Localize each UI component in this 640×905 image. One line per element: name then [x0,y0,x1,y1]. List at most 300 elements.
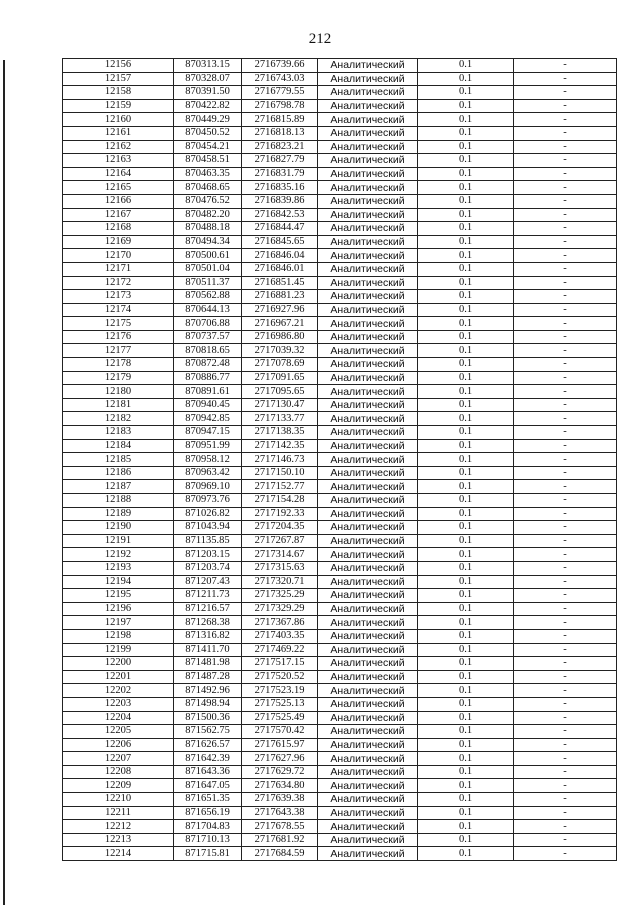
x-coordinate-cell: 871710.13 [174,833,242,847]
point-number-cell: 12205 [63,725,174,739]
description-cell: - [514,371,617,385]
method-cell: Аналитический [318,181,418,195]
point-number-cell: 12168 [63,222,174,236]
y-coordinate-cell: 2716831.79 [242,167,318,181]
method-cell: Аналитический [318,793,418,807]
x-coordinate-cell: 871316.82 [174,629,242,643]
description-cell: - [514,602,617,616]
method-cell: Аналитический [318,684,418,698]
accuracy-cell: 0.1 [418,194,514,208]
table-row [63,616,617,630]
y-coordinate-cell: 2717142.35 [242,439,318,453]
method-cell: Аналитический [318,779,418,793]
y-coordinate-cell: 2717039.32 [242,344,318,358]
method-cell: Аналитический [318,344,418,358]
accuracy-cell: 0.1 [418,738,514,752]
table-row [63,833,617,847]
method-cell: Аналитический [318,657,418,671]
table-row [63,59,617,73]
x-coordinate-cell: 870488.18 [174,222,242,236]
description-cell: - [514,616,617,630]
y-coordinate-cell: 2717615.97 [242,738,318,752]
description-cell: - [514,738,617,752]
x-coordinate-cell: 871411.70 [174,643,242,657]
table-row [63,548,617,562]
table-row [63,113,617,127]
method-cell: Аналитический [318,99,418,113]
x-coordinate-cell: 870458.51 [174,154,242,168]
point-number-cell: 12191 [63,534,174,548]
description-cell: - [514,833,617,847]
description-cell: - [514,249,617,263]
description-cell: - [514,167,617,181]
point-number-cell: 12163 [63,154,174,168]
accuracy-cell: 0.1 [418,548,514,562]
table-row [63,738,617,752]
point-number-cell: 12200 [63,657,174,671]
method-cell: Аналитический [318,466,418,480]
description-cell: - [514,779,617,793]
table-row [63,684,617,698]
point-number-cell: 12165 [63,181,174,195]
point-number-cell: 12162 [63,140,174,154]
accuracy-cell: 0.1 [418,629,514,643]
accuracy-cell: 0.1 [418,290,514,304]
table-row [63,589,617,603]
x-coordinate-cell: 870644.13 [174,303,242,317]
accuracy-cell: 0.1 [418,126,514,140]
method-cell: Аналитический [318,113,418,127]
accuracy-cell: 0.1 [418,99,514,113]
point-number-cell: 12160 [63,113,174,127]
y-coordinate-cell: 2716881.23 [242,290,318,304]
point-number-cell: 12158 [63,86,174,100]
accuracy-cell: 0.1 [418,765,514,779]
point-number-cell: 12199 [63,643,174,657]
x-coordinate-cell: 871704.83 [174,820,242,834]
description-cell: - [514,439,617,453]
method-cell: Аналитический [318,548,418,562]
accuracy-cell: 0.1 [418,330,514,344]
point-number-cell: 12198 [63,629,174,643]
method-cell: Аналитический [318,262,418,276]
x-coordinate-cell: 871043.94 [174,521,242,535]
y-coordinate-cell: 2717367.86 [242,616,318,630]
table-row [63,765,617,779]
y-coordinate-cell: 2717525.13 [242,697,318,711]
x-coordinate-cell: 871026.82 [174,507,242,521]
table-row [63,507,617,521]
accuracy-cell: 0.1 [418,820,514,834]
description-cell: - [514,507,617,521]
y-coordinate-cell: 2717403.35 [242,629,318,643]
y-coordinate-cell: 2716739.66 [242,59,318,73]
accuracy-cell: 0.1 [418,711,514,725]
table-row [63,697,617,711]
accuracy-cell: 0.1 [418,72,514,86]
description-cell: - [514,59,617,73]
description-cell: - [514,684,617,698]
y-coordinate-cell: 2716842.53 [242,208,318,222]
y-coordinate-cell: 2716851.45 [242,276,318,290]
point-number-cell: 12177 [63,344,174,358]
point-number-cell: 12172 [63,276,174,290]
table-row [63,793,617,807]
y-coordinate-cell: 2717684.59 [242,847,318,861]
table-row [63,99,617,113]
method-cell: Аналитический [318,194,418,208]
x-coordinate-cell: 871492.96 [174,684,242,698]
point-number-cell: 12171 [63,262,174,276]
description-cell: - [514,276,617,290]
x-coordinate-cell: 871651.35 [174,793,242,807]
table-row [63,249,617,263]
method-cell: Аналитический [318,154,418,168]
description-cell: - [514,575,617,589]
accuracy-cell: 0.1 [418,589,514,603]
point-number-cell: 12175 [63,317,174,331]
table-row [63,235,617,249]
method-cell: Аналитический [318,820,418,834]
point-number-cell: 12170 [63,249,174,263]
y-coordinate-cell: 2717681.92 [242,833,318,847]
accuracy-cell: 0.1 [418,494,514,508]
method-cell: Аналитический [318,412,418,426]
description-cell: - [514,806,617,820]
description-cell: - [514,330,617,344]
x-coordinate-cell: 870328.07 [174,72,242,86]
table-row [63,806,617,820]
table-row [63,222,617,236]
x-coordinate-cell: 871715.81 [174,847,242,861]
description-cell: - [514,126,617,140]
method-cell: Аналитический [318,208,418,222]
point-number-cell: 12156 [63,59,174,73]
method-cell: Аналитический [318,330,418,344]
description-cell: - [514,657,617,671]
x-coordinate-cell: 871211.73 [174,589,242,603]
accuracy-cell: 0.1 [418,86,514,100]
x-coordinate-cell: 870313.15 [174,59,242,73]
point-number-cell: 12203 [63,697,174,711]
accuracy-cell: 0.1 [418,602,514,616]
method-cell: Аналитический [318,290,418,304]
method-cell: Аналитический [318,480,418,494]
description-cell: - [514,629,617,643]
point-number-cell: 12185 [63,453,174,467]
y-coordinate-cell: 2717520.52 [242,670,318,684]
method-cell: Аналитический [318,507,418,521]
description-cell: - [514,303,617,317]
x-coordinate-cell: 871562.75 [174,725,242,739]
method-cell: Аналитический [318,806,418,820]
point-number-cell: 12193 [63,561,174,575]
table-row [63,847,617,861]
table-row [63,262,617,276]
y-coordinate-cell: 2716839.86 [242,194,318,208]
point-number-cell: 12189 [63,507,174,521]
point-number-cell: 12161 [63,126,174,140]
accuracy-cell: 0.1 [418,521,514,535]
description-cell: - [514,398,617,412]
y-coordinate-cell: 2717517.15 [242,657,318,671]
point-number-cell: 12178 [63,358,174,372]
y-coordinate-cell: 2717639.38 [242,793,318,807]
point-number-cell: 12195 [63,589,174,603]
point-number-cell: 12192 [63,548,174,562]
x-coordinate-cell: 870940.45 [174,398,242,412]
accuracy-cell: 0.1 [418,371,514,385]
table-row [63,194,617,208]
table-row [63,371,617,385]
point-number-cell: 12159 [63,99,174,113]
description-cell: - [514,765,617,779]
accuracy-cell: 0.1 [418,575,514,589]
table-row [63,752,617,766]
x-coordinate-cell: 871203.74 [174,561,242,575]
accuracy-cell: 0.1 [418,466,514,480]
description-cell: - [514,453,617,467]
x-coordinate-cell: 870942.85 [174,412,242,426]
table-row [63,602,617,616]
method-cell: Аналитический [318,385,418,399]
accuracy-cell: 0.1 [418,697,514,711]
method-cell: Аналитический [318,670,418,684]
point-number-cell: 12206 [63,738,174,752]
point-number-cell: 12164 [63,167,174,181]
y-coordinate-cell: 2717627.96 [242,752,318,766]
description-cell: - [514,344,617,358]
description-cell: - [514,72,617,86]
description-cell: - [514,222,617,236]
point-number-cell: 12176 [63,330,174,344]
x-coordinate-cell: 870494.34 [174,235,242,249]
description-cell: - [514,385,617,399]
point-number-cell: 12187 [63,480,174,494]
y-coordinate-cell: 2716927.96 [242,303,318,317]
method-cell: Аналитический [318,629,418,643]
accuracy-cell: 0.1 [418,235,514,249]
accuracy-cell: 0.1 [418,806,514,820]
y-coordinate-cell: 2717525.49 [242,711,318,725]
accuracy-cell: 0.1 [418,208,514,222]
accuracy-cell: 0.1 [418,725,514,739]
y-coordinate-cell: 2717325.29 [242,589,318,603]
accuracy-cell: 0.1 [418,412,514,426]
accuracy-cell: 0.1 [418,752,514,766]
x-coordinate-cell: 870391.50 [174,86,242,100]
method-cell: Аналитический [318,439,418,453]
point-number-cell: 12197 [63,616,174,630]
method-cell: Аналитический [318,167,418,181]
x-coordinate-cell: 870958.12 [174,453,242,467]
method-cell: Аналитический [318,59,418,73]
point-number-cell: 12183 [63,426,174,440]
method-cell: Аналитический [318,561,418,575]
description-cell: - [514,113,617,127]
description-cell: - [514,290,617,304]
table-row [63,453,617,467]
y-coordinate-cell: 2717523.19 [242,684,318,698]
description-cell: - [514,589,617,603]
accuracy-cell: 0.1 [418,398,514,412]
y-coordinate-cell: 2717320.71 [242,575,318,589]
table-row [63,398,617,412]
method-cell: Аналитический [318,126,418,140]
accuracy-cell: 0.1 [418,833,514,847]
method-cell: Аналитический [318,602,418,616]
x-coordinate-cell: 870501.04 [174,262,242,276]
point-number-cell: 12204 [63,711,174,725]
method-cell: Аналитический [318,140,418,154]
accuracy-cell: 0.1 [418,262,514,276]
table-row [63,208,617,222]
table-row [63,521,617,535]
y-coordinate-cell: 2717146.73 [242,453,318,467]
description-cell: - [514,548,617,562]
y-coordinate-cell: 2716835.16 [242,181,318,195]
description-cell: - [514,847,617,861]
x-coordinate-cell: 870562.88 [174,290,242,304]
table-row [63,561,617,575]
table-row [63,820,617,834]
x-coordinate-cell: 871207.43 [174,575,242,589]
method-cell: Аналитический [318,303,418,317]
table-row [63,412,617,426]
table-row [63,181,617,195]
table-row [63,86,617,100]
method-cell: Аналитический [318,317,418,331]
x-coordinate-cell: 871656.19 [174,806,242,820]
x-coordinate-cell: 870969.10 [174,480,242,494]
point-number-cell: 12213 [63,833,174,847]
x-coordinate-cell: 870422.82 [174,99,242,113]
method-cell: Аналитический [318,453,418,467]
accuracy-cell: 0.1 [418,643,514,657]
accuracy-cell: 0.1 [418,657,514,671]
accuracy-cell: 0.1 [418,303,514,317]
accuracy-cell: 0.1 [418,317,514,331]
table-row [63,629,617,643]
y-coordinate-cell: 2717091.65 [242,371,318,385]
description-cell: - [514,670,617,684]
binding-rule [3,60,5,905]
point-number-cell: 12169 [63,235,174,249]
x-coordinate-cell: 870886.77 [174,371,242,385]
table-row [63,167,617,181]
method-cell: Аналитический [318,738,418,752]
x-coordinate-cell: 871626.57 [174,738,242,752]
y-coordinate-cell: 2716846.04 [242,249,318,263]
y-coordinate-cell: 2717469.22 [242,643,318,657]
method-cell: Аналитический [318,643,418,657]
table-row [63,330,617,344]
x-coordinate-cell: 870463.35 [174,167,242,181]
x-coordinate-cell: 870449.29 [174,113,242,127]
description-cell: - [514,194,617,208]
point-number-cell: 12194 [63,575,174,589]
accuracy-cell: 0.1 [418,670,514,684]
point-number-cell: 12196 [63,602,174,616]
y-coordinate-cell: 2717152.77 [242,480,318,494]
description-cell: - [514,793,617,807]
table-row [63,534,617,548]
description-cell: - [514,181,617,195]
point-number-cell: 12182 [63,412,174,426]
method-cell: Аналитический [318,398,418,412]
y-coordinate-cell: 2717095.65 [242,385,318,399]
accuracy-cell: 0.1 [418,616,514,630]
point-number-cell: 12167 [63,208,174,222]
point-number-cell: 12188 [63,494,174,508]
accuracy-cell: 0.1 [418,684,514,698]
table-row [63,358,617,372]
table-row [63,426,617,440]
description-cell: - [514,494,617,508]
point-number-cell: 12173 [63,290,174,304]
accuracy-cell: 0.1 [418,793,514,807]
accuracy-cell: 0.1 [418,507,514,521]
method-cell: Аналитический [318,575,418,589]
y-coordinate-cell: 2717192.33 [242,507,318,521]
table-row [63,140,617,154]
table-row [63,439,617,453]
accuracy-cell: 0.1 [418,222,514,236]
point-number-cell: 12202 [63,684,174,698]
y-coordinate-cell: 2717130.47 [242,398,318,412]
x-coordinate-cell: 871216.57 [174,602,242,616]
y-coordinate-cell: 2716815.89 [242,113,318,127]
table-row [63,290,617,304]
description-cell: - [514,466,617,480]
method-cell: Аналитический [318,616,418,630]
y-coordinate-cell: 2716743.03 [242,72,318,86]
method-cell: Аналитический [318,589,418,603]
accuracy-cell: 0.1 [418,480,514,494]
method-cell: Аналитический [318,725,418,739]
description-cell: - [514,208,617,222]
x-coordinate-cell: 870482.20 [174,208,242,222]
y-coordinate-cell: 2716779.55 [242,86,318,100]
table-row [63,494,617,508]
table-row [63,711,617,725]
table-row [63,575,617,589]
x-coordinate-cell: 871498.94 [174,697,242,711]
y-coordinate-cell: 2716845.65 [242,235,318,249]
y-coordinate-cell: 2717629.72 [242,765,318,779]
point-number-cell: 12166 [63,194,174,208]
y-coordinate-cell: 2717138.35 [242,426,318,440]
method-cell: Аналитический [318,752,418,766]
accuracy-cell: 0.1 [418,249,514,263]
table-row [63,385,617,399]
point-number-cell: 12211 [63,806,174,820]
accuracy-cell: 0.1 [418,113,514,127]
x-coordinate-cell: 870818.65 [174,344,242,358]
y-coordinate-cell: 2716798.78 [242,99,318,113]
table-row [63,466,617,480]
x-coordinate-cell: 871643.36 [174,765,242,779]
x-coordinate-cell: 870468.65 [174,181,242,195]
point-number-cell: 12201 [63,670,174,684]
y-coordinate-cell: 2717634.80 [242,779,318,793]
method-cell: Аналитический [318,494,418,508]
x-coordinate-cell: 871642.39 [174,752,242,766]
accuracy-cell: 0.1 [418,847,514,861]
description-cell: - [514,262,617,276]
method-cell: Аналитический [318,765,418,779]
point-number-cell: 12208 [63,765,174,779]
